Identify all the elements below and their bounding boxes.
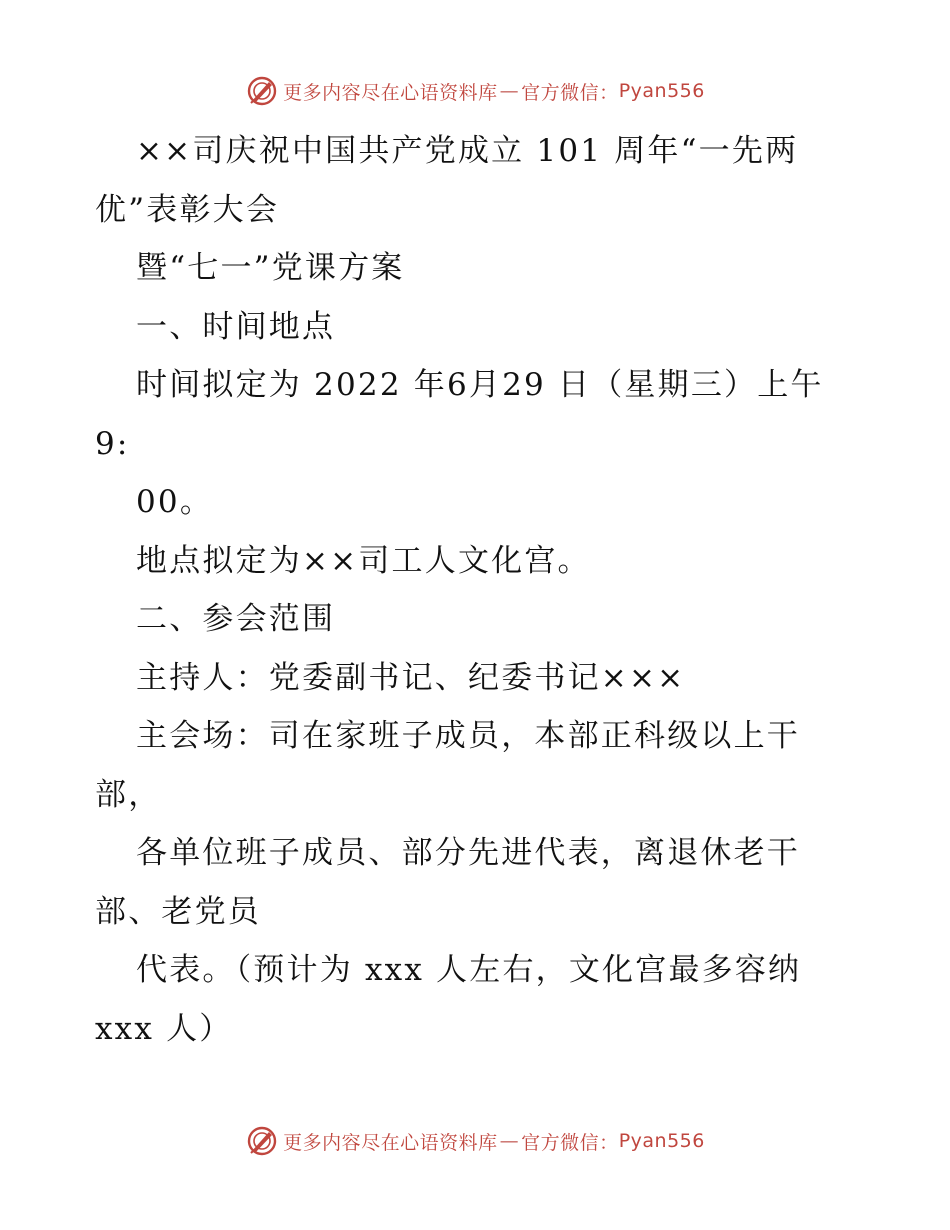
paragraph-main-venue: 主会场：司在家班子成员，本部正科级以上干 <box>136 718 800 754</box>
paragraph-time-cont-2: 00。 <box>136 484 214 520</box>
title-line-1: ××司庆祝中国共产党成立 101 周年“一先两 <box>136 133 799 169</box>
title-line-2: 优”表彰大会 <box>95 191 280 228</box>
paragraph-time: 时间拟定为 2022 年6月29 日（星期三）上午 <box>136 367 824 403</box>
paragraph-host: 主持人：党委副书记、纪委书记××× <box>136 659 686 696</box>
watermark-text: 更多内容尽在心语资料库 <box>283 81 498 104</box>
quill-logo-icon <box>245 1124 279 1158</box>
paragraph-units: 各单位班子成员、部分先进代表，离退休老干 <box>136 835 800 871</box>
paragraph-time-cont: 9: <box>95 425 130 462</box>
quill-logo-icon <box>245 74 279 108</box>
watermark-header <box>0 71 950 111</box>
watermark-dash: — <box>499 80 520 102</box>
paragraph-units-cont: 部、老党员 <box>95 893 261 930</box>
watermark-wechat-id: Pyan556 <box>618 80 705 102</box>
section-heading-time-place: 一、时间地点 <box>136 308 336 345</box>
paragraph-place: 地点拟定为××司工人文化宫。 <box>136 542 591 579</box>
watermark-text: 更多内容尽在心语资料库 <box>283 1131 498 1154</box>
watermark-dash: — <box>499 1130 520 1152</box>
title-line-3: 暨“七一”党课方案 <box>136 250 405 286</box>
paragraph-representatives: 代表。（预计为 xxx 人左右，文化宫最多容纳 <box>136 952 802 988</box>
watermark-footer <box>0 1121 950 1161</box>
paragraph-main-venue-cont: 部， <box>95 776 162 813</box>
watermark-wechat-label: 官方微信： <box>521 81 619 104</box>
document-body <box>95 122 840 1058</box>
section-heading-scope: 二、参会范围 <box>136 601 336 637</box>
watermark-wechat-label: 官方微信： <box>521 1131 619 1154</box>
watermark-wechat-id: Pyan556 <box>618 1130 705 1152</box>
paragraph-representatives-cont: xxx 人） <box>95 1010 233 1047</box>
